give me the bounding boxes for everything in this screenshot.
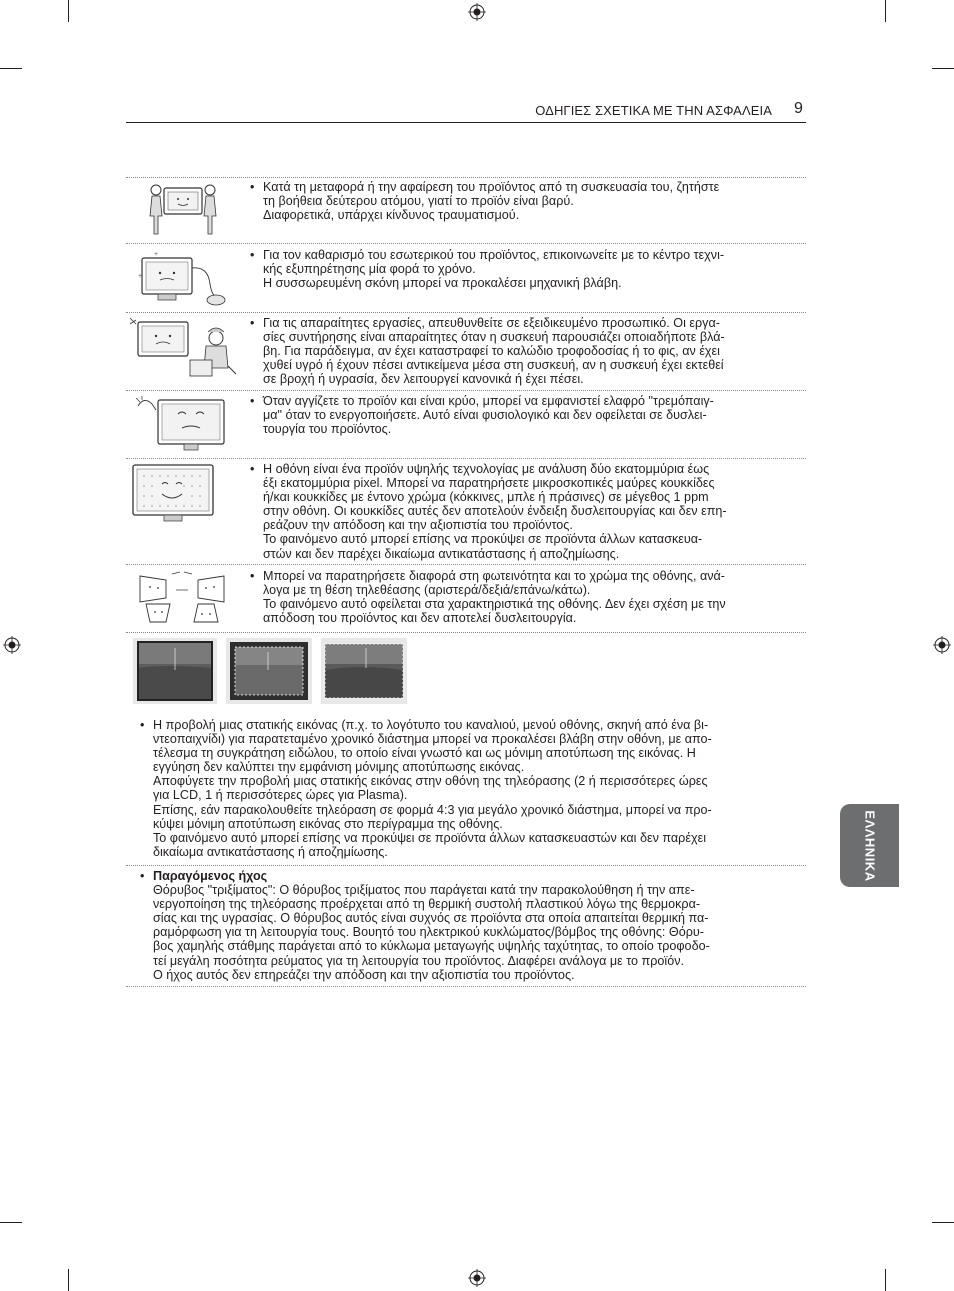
row-divider xyxy=(126,986,806,987)
bullet: • xyxy=(250,316,255,330)
two-people-carrying-tv-icon xyxy=(148,182,218,238)
row-divider xyxy=(126,564,806,565)
list-item: • Όταν αγγίζετε το προϊόν και είναι κρύο, μπορεί να εμφανιστεί ελαφρό "τρεμόπαιγ- μα" όταν το ενεργοποιήσετε. Αυτό είναι φυσιολογικό και δεν οφείλεται σε δυσλει- τουργία του προϊόντος. xyxy=(250,394,714,437)
crop-mark xyxy=(932,68,954,69)
crop-mark xyxy=(932,1222,954,1223)
row-divider xyxy=(126,390,806,391)
static-image-warning: • Η προβολή μιας στατικής εικόνας (π.χ. το λογότυπο του καναλιού, μενού οθόνης, σκηνή από ένα βι- ντεοπαιχνίδι) για παρατεταμένο χρονικό διάστημα μπορεί να προκαλέσει βλάβη στην οθόνη, με απο- τέλεσμα τη συγκράτηση ειδώλου, το οποίο είναι γνωστό και ως μόνιμη αποτύπωση της εικόνας. Η εγγύηση δεν καλύπτει την εμφάνιση μόνιμης αποτύπωσης εικόνας. Αποφύγετε την προβολή μιας στατικής εικόνας στην οθόνη της τηλεόρασης (2 ή περισσότερες ώρες για LCD, 1 ή περισσότερες ώρες για Plasma). Επίσης, εάν παρακολουθείτε τηλεόραση σε φορμά 4:3 για μεγάλο χρονικό διάστημα, μπορεί να προ- κύψει μόνιμη αποτύπωση εικόνας στο περίγραμμα της οθόνης. Το φαινόμενο αυτό μπορεί επίσης να προκύψει σε προϊόντα άλλων κατασκευαστών και δεν παρέχει δικαίωμα αντικατάστασης ή αποζημίωσης. xyxy=(140,718,712,859)
static-image-thumbnail-1 xyxy=(133,638,217,704)
svg-text:+: + xyxy=(138,273,143,280)
bullet: • xyxy=(250,569,255,583)
registration-mark-icon xyxy=(933,636,951,654)
bullet: • xyxy=(140,718,145,732)
bullet: • xyxy=(250,462,255,476)
tv-pixel-dots-icon xyxy=(130,462,216,526)
crop-mark xyxy=(0,68,22,69)
list-item: • Κατά τη μεταφορά ή την αφαίρεση του προϊόντος από τη συσκευασία του, ζητήστε τη βοήθεια δεύτερου ατόμου, γιατί το προϊόν είναι βαρύ. Διαφορετικά, υπάρχει κίνδυνος τραυματισμού. xyxy=(250,180,720,223)
row-divider xyxy=(126,632,806,633)
svg-text:+: + xyxy=(154,251,159,258)
crop-mark xyxy=(885,0,886,22)
header-rule xyxy=(126,122,806,123)
list-item: • Για τον καθαρισμό του εσωτερικού του προϊόντος, επικοινωνείτε με το κέντρο τεχνι- κής εξυπηρέτησης μία φορά το χρόνο. Η συσσωρευμένη σκόνη μπορεί να προκαλέσει μηχανική βλάβη. xyxy=(250,248,725,291)
bullet: • xyxy=(250,248,255,262)
crop-mark xyxy=(68,0,69,22)
row-divider xyxy=(126,177,806,178)
section-title: ΟΔΗΓΙΕΣ ΣΧΕΤΙΚΑ ΜΕ ΤΗΝ ΑΣΦΑΛΕΙΑ xyxy=(535,103,772,118)
generated-sound-note xyxy=(140,869,790,982)
page-number: 9 xyxy=(794,100,803,117)
language-tab-label: ΕΛΛΗΝΙΚΑ xyxy=(862,809,877,882)
crop-mark xyxy=(0,1222,22,1223)
viewing-angle-tvs-icon xyxy=(136,570,228,628)
registration-mark-icon xyxy=(468,3,486,21)
sound-heading: Παραγόμενος ήχος xyxy=(153,869,268,883)
language-tab xyxy=(840,804,899,887)
technician-repair-icon xyxy=(128,316,238,382)
cold-tv-flicker-icon xyxy=(134,394,230,454)
list-item: • Μπορεί να παρατηρήσετε διαφορά στη φωτεινότητα και το χρώμα της οθόνης, ανά- λογα με τη θέση τηλεθέασης (αριστερά/δεξιά/επάνω/κάτω). Το φαινόμενο αυτό οφείλεται στα χαρακτηριστικά της οθόνης. Δεν έχει σχέση με την απόδοση του προϊόντος και δεν αποτελεί δυσλειτουργία. xyxy=(250,569,726,626)
row-divider xyxy=(126,458,806,459)
registration-mark-icon xyxy=(468,1269,486,1287)
row-divider xyxy=(126,312,806,313)
row-divider xyxy=(126,243,806,244)
list-item: • Για τις απαραίτητες εργασίες, απευθυνθείτε σε εξειδικευμένο προσωπικό. Οι εργα- σίες συντήρησης είναι απαραίτητες όταν η συσκευή παρουσιάζει οποιαδήποτε βλά- βη. Για παράδειγμα, αν έχει καταστραφεί το καλώδιο τροφοδοσίας ή το φις, αν έχει χυθεί υγρό ή έχουν πέσει αντικείμενα μέσα στη συσκευή, αν η συσκευή έχει εκτεθεί σε βροχή ή υγρασία, δεν λειτουργεί κανονικά ή έχει πέσει. xyxy=(250,316,725,387)
list-item: • Η οθόνη είναι ένα προϊόν υψηλής τεχνολογίας με ανάλυση δύο εκατομμύρια έως έξι εκατομμύρια pixel. Μπορεί να παρατηρήσετε μικροσκοπικές μαύρες κουκκίδες ή/και κουκκίδες με έντονο χρώμα (κόκκινες, μπλε ή πράσινες) σε μέγεθος 1 ppm στην οθόνη. Οι κουκκίδες αυτές δεν αποτελούν ένδειξη δυσλειτουργίας και δεν επη- ρεάζουν την απόδοση και την αξιοπιστία του προϊόντος. Το φαινόμενο αυτό μπορεί επίσης να προκύψει σε προϊόντα άλλων κατασκευα- στών και δεν παρέχει δικαίωμα αντικατάστασης ή αποζημίωσης. xyxy=(250,462,727,561)
sound-text: Θόρυβος "τριξίματος": Ο θόρυβος τριξίματος που παράγεται κατά την παρακολούθηση ή την απε- νεργοποίηση της τηλεόρασης προέρχεται από τη θερμική συστολή πλαστικού λόγω της θερμοκρα- σίας και της υγρασίας. Ο θόρυβος αυτός είναι συχνός σε προϊόντα στα οποία απαιτείται θερμική πα- ραμόρφωση για τη λειτουργία τους. Βουητό του ηλεκτρικού κυκλώματος/βόμβος της οθόνης: Θόρυ- βος χαμηλής στάθμης παράγεται από το κύκλωμα μεταγωγής υψηλής ταχύτητας, το οποίο τροφοδο- τεί μεγάλη ποσότητα ρεύματος για τη λειτουργία του προϊόντος. Διαφέρει ανάλογα με το προϊόν. Ο ήχος αυτός δεν επηρεάζει την απόδοση και την αξιοπιστία του προϊόντος. xyxy=(153,883,710,982)
row-divider xyxy=(126,865,806,866)
bullet: • xyxy=(140,869,145,883)
static-image-thumbnail-2 xyxy=(226,638,312,704)
tv-cleaning-service-icon xyxy=(136,248,228,308)
bullet: • xyxy=(250,180,255,194)
bullet: • xyxy=(250,394,255,408)
crop-mark xyxy=(68,1269,69,1291)
static-image-thumbnail-3 xyxy=(321,638,407,704)
crop-mark xyxy=(885,1269,886,1291)
registration-mark-icon xyxy=(3,636,21,654)
